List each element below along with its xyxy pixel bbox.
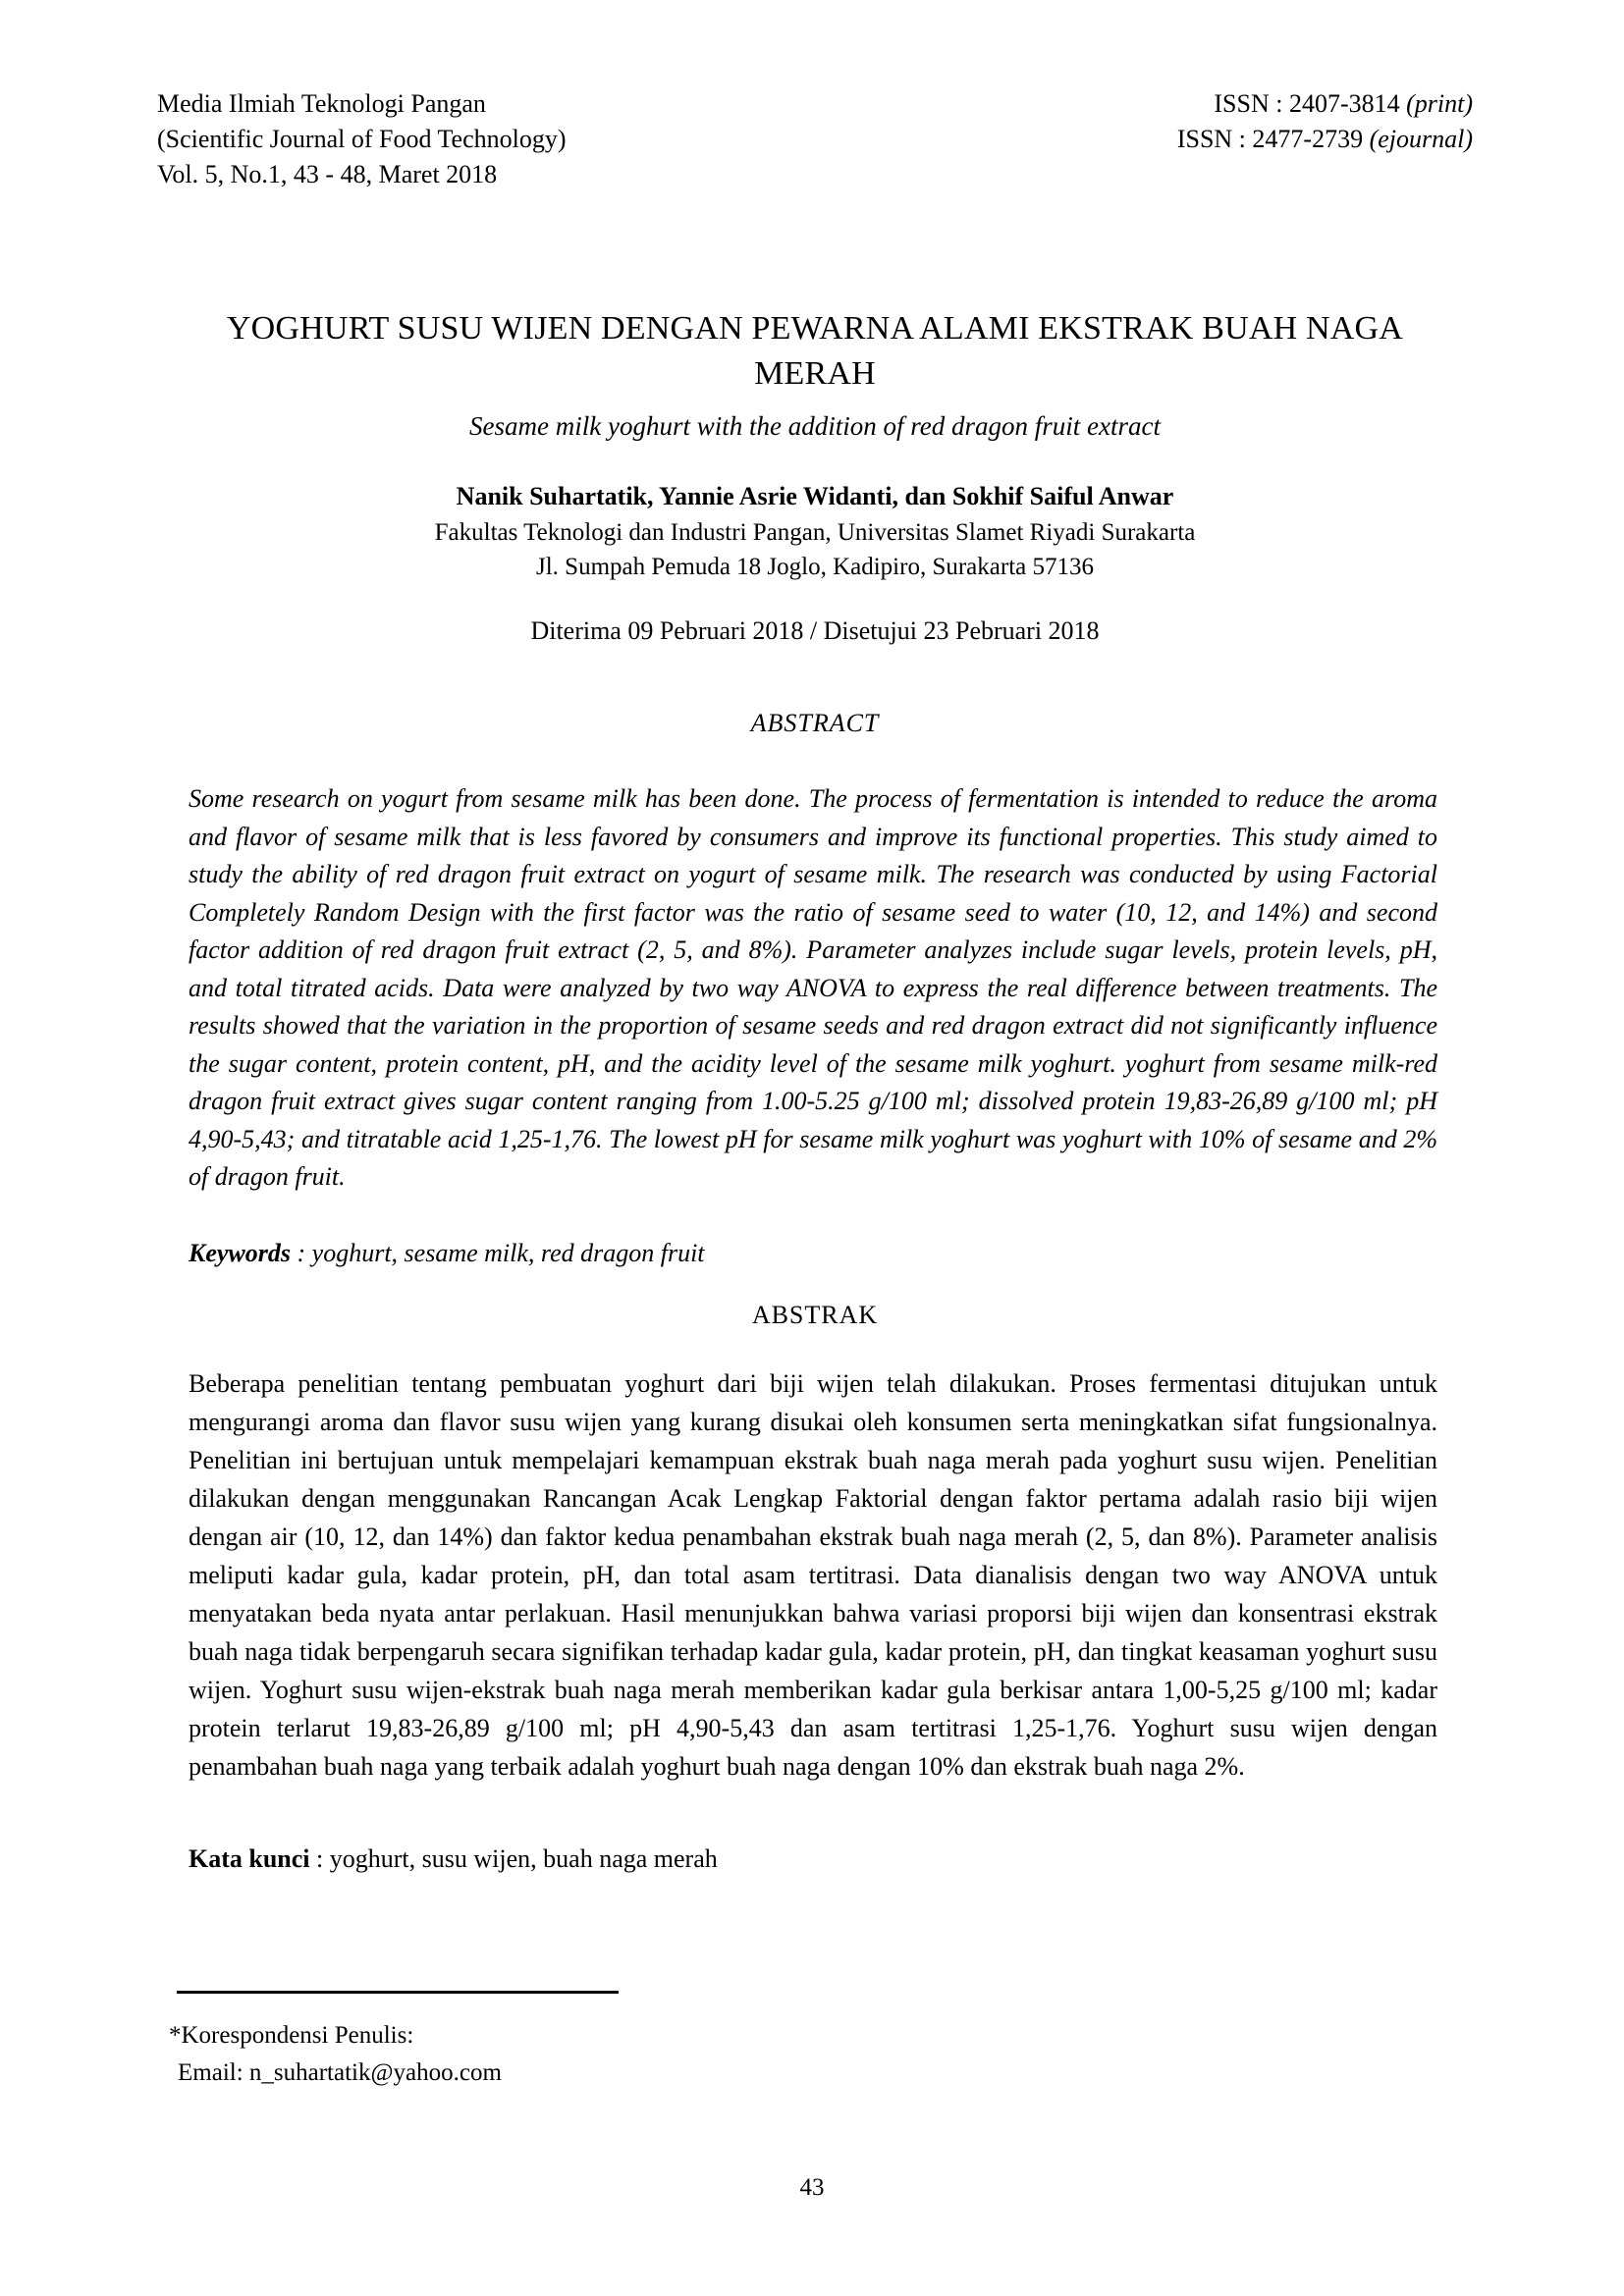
footnote-divider [177, 1991, 619, 1994]
issn-print-value: ISSN : 2407-3814 [1214, 89, 1407, 118]
issn-print-kind: (print) [1406, 89, 1473, 118]
journal-masthead [157, 86, 1473, 192]
keywords-label-indonesian: Kata kunci [189, 1844, 310, 1873]
abstract-heading-english: ABSTRACT [750, 709, 880, 737]
issn-ejournal-line [1177, 122, 1473, 157]
keywords-english [189, 1235, 1437, 1272]
keywords-indonesian [189, 1841, 1437, 1878]
keywords-label-english: Keywords [189, 1239, 291, 1267]
issn-print-line [1177, 86, 1473, 122]
journal-name-indonesian: Media Ilmiah Teknologi Pangan [157, 89, 486, 118]
abstract-heading-indonesian: ABSTRAK [751, 1301, 879, 1329]
affiliation-line-1: Fakultas Teknologi dan Industri Pangan, Universitas Slamet Riyadi Surakarta [434, 519, 1196, 546]
affiliation-line-2: Jl. Sumpah Pemuda 18 Joglo, Kadipiro, Surakarta 57136 [536, 554, 1094, 580]
paper-subtitle: Sesame milk yoghurt with the addition of red dragon fruit extract [469, 411, 1161, 441]
keywords-value-english: yoghurt, sesame milk, red dragon fruit [311, 1239, 705, 1267]
author-list: Nanik Suhartatik, Yannie Asrie Widanti, dan Sokhif Saiful Anwar [456, 482, 1174, 510]
journal-name-english: (Scientific Journal of Food Technology) [157, 125, 567, 153]
page-number: 43 [799, 2174, 825, 2201]
footnote-email: Email: n_suhartatik@yahoo.com [178, 2059, 502, 2086]
title-block [177, 306, 1453, 445]
keywords-separator-english: : [291, 1239, 312, 1267]
masthead-right-block [1177, 86, 1473, 157]
corresponding-author-footnote [169, 2017, 1053, 2092]
affiliation-block [177, 515, 1453, 584]
abstract-body-english: Some research on yogurt from sesame milk has been done. The process of fermentation is intended to reduce the aroma and flavor of sesame milk that is less favored by consumers and improve its functional properties. This study aimed to study the ability of red dragon fruit extract on yogurt of sesame milk. The research was conducted by using Factorial Completely Random Design with the first factor was the ratio of sesame seed to water (10, 12, and 14%) and second factor addition of red dragon fruit extract (2, 5, and 8%). Parameter analyzes include sugar levels, protein levels, pH, and total titrated acids. Data were analyzed by two way ANOVA to express the real difference between treatments. The results showed that the variation in the proportion of sesame seeds and red dragon extract did not significantly influence the sugar content, protein content, pH, and the acidity level of the sesame milk yoghurt. yoghurt from sesame milk-red dragon fruit extract gives sugar content ranging from 1.00-5.25 g/100 ml; dissolved protein 19,83-26,89 g/100 ml; pH 4,90-5,43; and titratable acid 1,25-1,76. The lowest pH for sesame milk yoghurt was yoghurt with 10% of sesame and 2% of dragon fruit. [189, 784, 1437, 1191]
issn-ejournal-value: ISSN : 2477-2739 [1176, 125, 1370, 153]
issn-ejournal-kind: (ejournal) [1369, 125, 1473, 153]
footnote-line-1: *Korespondensi Penulis: [169, 2022, 414, 2049]
paper-title: YOGHURT SUSU WIJEN DENGAN PEWARNA ALAMI EKSTRAK BUAH NAGA MERAH [226, 310, 1404, 392]
keywords-separator-indonesian: : [309, 1844, 330, 1873]
abstract-body-indonesian: Beberapa penelitian tentang pembuatan yoghurt dari biji wijen telah dilakukan. Proses fermentasi ditujukan untuk mengurangi aroma dan flavor susu wijen yang kurang disukai oleh konsumen serta meningkatkan sifat fungsionalnya. Penelitian ini bertujuan untuk mempelajari kemampuan ekstrak buah naga merah pada yoghurt susu wijen. Penelitian dilakukan dengan menggunakan Rancangan Acak Lengkap Faktorial dengan faktor pertama adalah rasio biji wijen dengan air (10, 12, dan 14%) dan faktor kedua penambahan ekstrak buah naga merah (2, 5, dan 8%). Parameter analisis meliputi kadar gula, kadar protein, pH, dan total asam tertitrasi. Data dianalisis dengan two way ANOVA untuk menyatakan beda nyata antar perlakuan. Hasil menunjukkan bahwa variasi proporsi biji wijen dan konsentrasi ekstrak buah naga tidak berpengaruh secara signifikan terhadap kadar gula, kadar protein, pH, dan tingkat keasaman yoghurt susu wijen. Yoghurt susu wijen-ekstrak buah naga merah memberikan kadar gula berkisar antara 1,00-5,25 g/100 ml; kadar protein terlarut 19,83-26,89 g/100 ml; pH 4,90-5,43 dan asam tertitrasi 1,25-1,76. Yoghurt susu wijen dengan penambahan buah naga yang terbaik adalah yoghurt buah naga dengan 10% dan ekstrak buah naga 2%. [189, 1369, 1437, 1781]
keywords-value-indonesian: yoghurt, susu wijen, buah naga merah [329, 1844, 718, 1873]
received-accepted-dates: Diterima 09 Pebruari 2018 / Disetujui 23 Pebruari 2018 [530, 616, 1100, 645]
masthead-left-block [157, 86, 567, 192]
journal-volume-line: Vol. 5, No.1, 43 - 48, Maret 2018 [157, 160, 498, 188]
